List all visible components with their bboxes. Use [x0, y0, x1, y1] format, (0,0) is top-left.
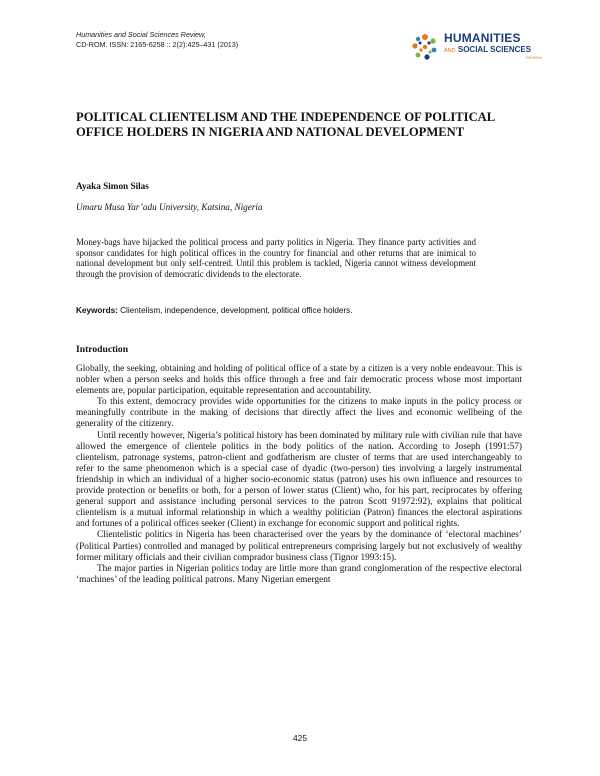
journal-citation [76, 30, 238, 50]
paragraph: To this extent, democracy provides wide opportunities for the citizens to make inputs in the policy process or meaningfully contribute in the making of decisions that directly affect the lives and economic wellbeing of the generality of the citizenry. [76, 397, 522, 430]
logo-text-social-sciences [444, 45, 531, 54]
section-heading: Introduction [76, 344, 129, 355]
page-number: 425 [293, 733, 307, 743]
journal-issn: CD-ROM. ISSN: 2165-6258 :: 2(2):425–431 (2013) [76, 40, 239, 49]
paragraph: Until recently however, Nigeria’s political history has been dominated by military rule with civilian rule that have allowed the emergence of clientele politics in the body politics of the nation. According to Joseph (1991:57) clientelism, patronage systems, patron-client and godfatherism are cluster of terms that are used interchangeably to refer to the same phenomenon which is a special case of dyadic (two-person) ties involving a largely instrumental friendship in which an individual of a higher socio-economic status (patron) uses his own influence and resources to provide protection or benefits or both, for a person of lower status (Client) who, for his part, reciprocates by offering general support and assistance including personal services to the patron Scott 91972:92), explains that political clientelism is a mutual informal relationship in which a wealthy politician (Patron) finances the electoral aspirations and fortunes of a political offices seeker (Client) in exchange for economic support and political rights. [76, 430, 522, 530]
body-text [76, 364, 522, 586]
paper-title: POLITICAL CLIENTELISM AND THE INDEPENDENCE OF POLITICAL OFFICE HOLDERS IN NIGERIA AND NATIONAL DEVELOPMENT [76, 110, 495, 139]
author-affiliation: Umaru Musa Yar’adu University, Katsina, Nigeria [76, 202, 263, 212]
logo-swirl-icon [408, 30, 442, 64]
keywords-list: Clientelism, independence, development, political office holders. [117, 306, 353, 315]
author-name: Ayaka Simon Silas [76, 181, 149, 191]
logo-text-review: REVIEW [526, 55, 542, 60]
journal-logo [408, 28, 542, 68]
logo-text-and: AND [444, 48, 456, 54]
logo-text-humanities: HUMANITIES [444, 31, 521, 45]
paragraph: The major parties in Nigerian politics today are little more than grand conglomeration of the respective electoral ‘machines’ of the leading political patrons. Many Nigerian emergent [76, 563, 522, 585]
keywords-label: Keywords: [76, 306, 118, 315]
keywords [76, 306, 486, 315]
paragraph: Globally, the seeking, obtaining and holding of political office of a state by a citizen is a very noble endeavour. This is nobler when a person seeks and holds this office through a free and fair democratic process whose most important elements are, popular participation, equitable representation and accountability. [76, 364, 522, 397]
paragraph: Clientelistic politics in Nigeria has been characterised over the years by the dominance of ‘electoral machines’ (Political Parties) controlled and managed by political entrepreneurs comprising largely but not exclusively of wealthy former military officials and their civilian comprador business class (Tignor 1993:15). [76, 530, 522, 563]
journal-name: Humanities and Social Sciences Review, [76, 30, 206, 39]
logo-text-social: SOCIAL SCIENCES [457, 45, 532, 54]
abstract: Money-bags have hijacked the political process and party politics in Nigeria. They finance party activities and sponsor candidates for high political offices in the country for financial and other returns that are inimical to national development but only self-centred. Until this problem is tackled, Nigeria cannot witness development through the provision of democratic dividends to the electorate. [76, 237, 476, 279]
